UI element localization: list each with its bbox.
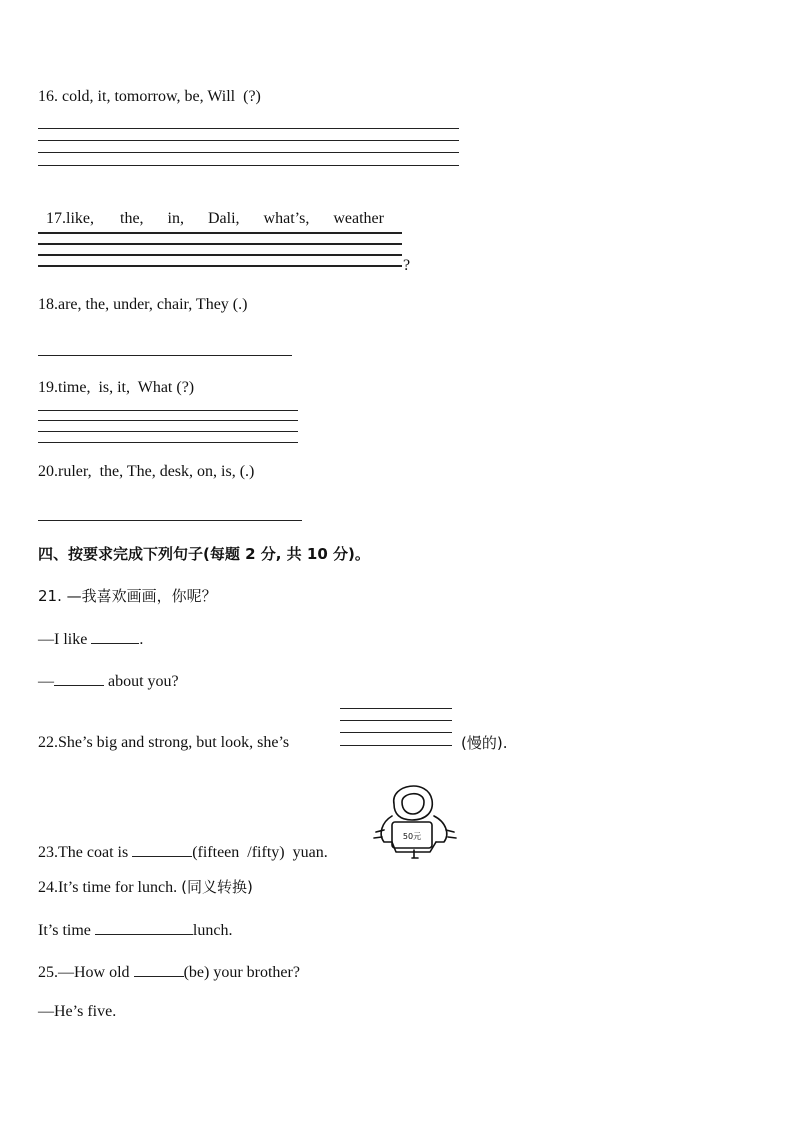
question-25-line-2: —He’s five. (38, 1003, 117, 1020)
answer-line[interactable] (340, 732, 452, 733)
answer-line[interactable] (38, 442, 298, 443)
word: 17.like, (46, 210, 94, 227)
answer-blank[interactable] (132, 842, 192, 857)
question-22-hint: (慢的). (461, 734, 508, 752)
answer-line[interactable] (38, 410, 298, 411)
question-24 (38, 878, 253, 897)
answer-line[interactable] (38, 232, 402, 234)
answer-line[interactable] (38, 243, 402, 245)
answer-line[interactable] (340, 708, 452, 709)
text: — (38, 673, 54, 690)
section-4-title: 四、按要求完成下列句子(每题 2 分, 共 10 分)。 (38, 545, 370, 563)
question-21-prompt: 21. —我喜欢画画，你呢？ (38, 587, 217, 605)
answer-blank[interactable] (54, 671, 104, 686)
text: about you? (104, 673, 179, 690)
answer-line[interactable] (38, 265, 402, 267)
text: (fifteen /fifty) yuan. (192, 844, 328, 861)
question-23 (38, 842, 328, 862)
answer-line[interactable] (38, 165, 459, 166)
answer-line[interactable] (38, 152, 459, 153)
answer-line[interactable] (38, 128, 459, 129)
price-tag-text: 50元 (402, 832, 422, 841)
question-20: 20.ruler, the, The, desk, on, is, (.) (38, 463, 255, 480)
question-16: 16. cold, it, tomorrow, be, Will (?) (38, 88, 261, 105)
question-21-line-1 (38, 629, 143, 649)
answer-blank[interactable] (95, 920, 193, 935)
text: 23.The coat is (38, 844, 133, 861)
answer-blank[interactable] (91, 629, 139, 644)
question-21-line-2 (38, 671, 179, 691)
answer-line[interactable] (38, 254, 402, 256)
answer-line[interactable] (38, 520, 302, 521)
instruction: (同义转换) (181, 878, 253, 896)
answer-line[interactable] (340, 720, 452, 721)
text: (be) your brother? (183, 964, 300, 981)
word: what’s, (263, 210, 310, 227)
question-19: 19.time, is, it, What (?) (38, 379, 195, 396)
question-17 (38, 192, 384, 228)
text: It’s time (38, 922, 95, 939)
question-24-answer (38, 920, 232, 940)
answer-line[interactable] (340, 745, 452, 746)
answer-line[interactable] (38, 420, 298, 421)
answer-line[interactable] (38, 140, 459, 141)
text: 25.—How old (38, 964, 134, 981)
text: 24.It’s time for lunch. (38, 879, 182, 896)
word: in, (167, 210, 184, 227)
question-18: 18.are, the, under, chair, They (.) (38, 296, 248, 313)
coat-price-illustration (362, 772, 462, 862)
question-22: 22.She’s big and strong, but look, she’s (38, 734, 294, 751)
word: Dali, (208, 210, 240, 227)
answer-line[interactable] (38, 355, 292, 356)
text: —I like (38, 631, 92, 648)
text: lunch. (192, 922, 233, 939)
answer-blank[interactable] (134, 962, 184, 977)
answer-line[interactable] (38, 431, 298, 432)
text: . (139, 631, 144, 648)
question-25-line-1 (38, 962, 300, 982)
question-mark: ? (403, 257, 411, 274)
word: the, (120, 210, 144, 227)
word: weather (333, 210, 384, 227)
